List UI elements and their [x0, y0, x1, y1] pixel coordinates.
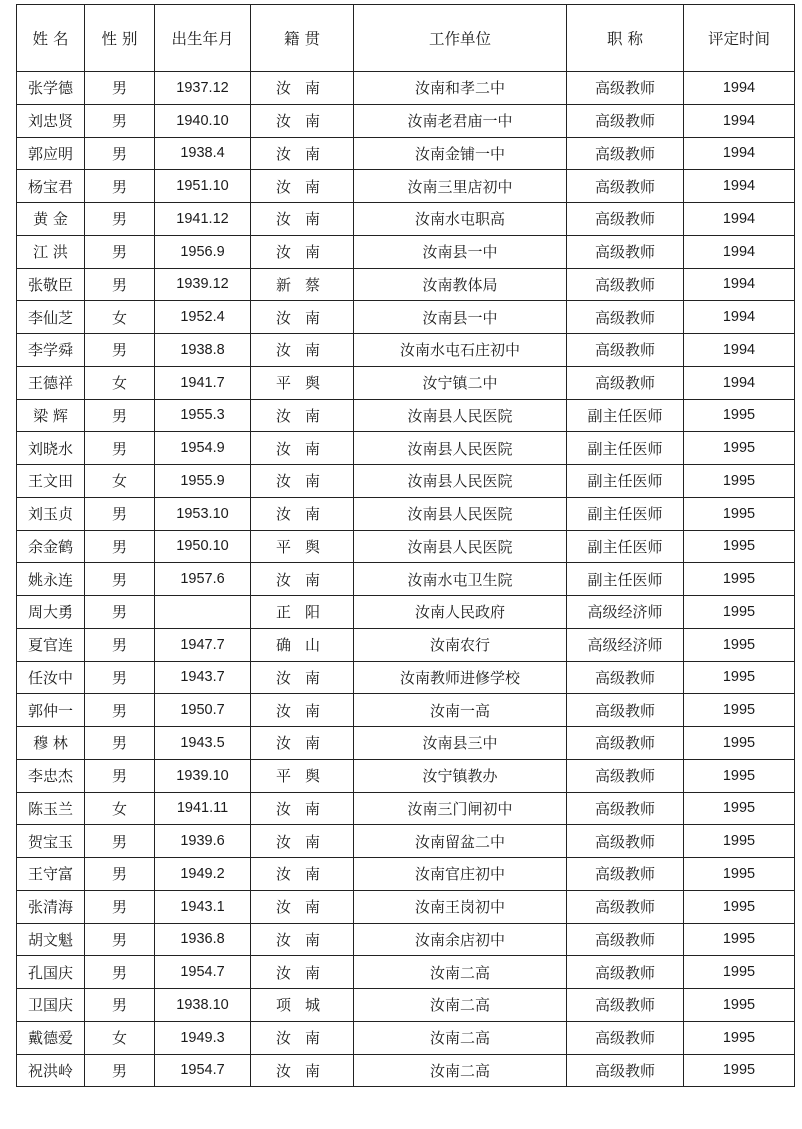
table-row	[17, 1021, 795, 1054]
cell-unit: 汝南教体局	[354, 268, 567, 301]
header-date: 评定时间	[684, 5, 795, 72]
cell-birth: 1941.7	[155, 366, 251, 399]
cell-origin: 汝南	[251, 956, 354, 989]
table-body	[17, 72, 795, 1087]
cell-origin: 汝南	[251, 465, 354, 498]
cell-birth: 1954.7	[155, 1054, 251, 1087]
cell-date: 1994	[684, 235, 795, 268]
cell-title: 高级教师	[567, 792, 684, 825]
cell-date: 1995	[684, 792, 795, 825]
cell-origin: 新蔡	[251, 268, 354, 301]
cell-name: 张敬臣	[17, 268, 85, 301]
cell-name: 张清海	[17, 890, 85, 923]
cell-date: 1995	[684, 923, 795, 956]
cell-name: 李仙芝	[17, 301, 85, 334]
table-row	[17, 137, 795, 170]
cell-birth: 1947.7	[155, 628, 251, 661]
cell-title: 高级教师	[567, 858, 684, 891]
cell-name: 陈玉兰	[17, 792, 85, 825]
cell-title: 高级教师	[567, 301, 684, 334]
cell-origin: 汝南	[251, 661, 354, 694]
cell-date: 1994	[684, 104, 795, 137]
cell-gender: 男	[85, 694, 155, 727]
table-row	[17, 268, 795, 301]
cell-unit: 汝南金铺一中	[354, 137, 567, 170]
cell-origin: 汝南	[251, 235, 354, 268]
cell-birth: 1943.7	[155, 661, 251, 694]
header-birth: 出生年月	[155, 5, 251, 72]
cell-gender: 女	[85, 301, 155, 334]
cell-unit: 汝南一高	[354, 694, 567, 727]
cell-birth: 1956.9	[155, 235, 251, 268]
cell-title: 副主任医师	[567, 497, 684, 530]
cell-name: 刘玉贞	[17, 497, 85, 530]
table-row	[17, 366, 795, 399]
cell-date: 1995	[684, 563, 795, 596]
cell-birth: 1943.1	[155, 890, 251, 923]
table-row	[17, 694, 795, 727]
cell-name: 王守富	[17, 858, 85, 891]
cell-date: 1994	[684, 203, 795, 236]
cell-date: 1994	[684, 301, 795, 334]
cell-date: 1994	[684, 72, 795, 105]
cell-gender: 男	[85, 1054, 155, 1087]
table-row	[17, 825, 795, 858]
cell-title: 高级教师	[567, 104, 684, 137]
cell-title: 副主任医师	[567, 563, 684, 596]
staff-title-table	[16, 4, 795, 1087]
table-row	[17, 858, 795, 891]
cell-origin: 确山	[251, 628, 354, 661]
cell-unit: 汝南留盆二中	[354, 825, 567, 858]
cell-title: 高级教师	[567, 661, 684, 694]
cell-unit: 汝南县一中	[354, 301, 567, 334]
cell-unit: 汝南县人民医院	[354, 399, 567, 432]
cell-date: 1995	[684, 727, 795, 760]
header-name: 姓 名	[17, 5, 85, 72]
cell-name: 杨宝君	[17, 170, 85, 203]
table-row	[17, 170, 795, 203]
cell-title: 高级教师	[567, 989, 684, 1022]
cell-title: 高级教师	[567, 72, 684, 105]
cell-origin: 汝南	[251, 1021, 354, 1054]
cell-unit: 汝南水屯职高	[354, 203, 567, 236]
cell-origin: 汝南	[251, 1054, 354, 1087]
cell-date: 1995	[684, 497, 795, 530]
table-row	[17, 890, 795, 923]
cell-title: 高级教师	[567, 890, 684, 923]
header-unit: 工作单位	[354, 5, 567, 72]
cell-gender: 男	[85, 923, 155, 956]
cell-birth: 1941.11	[155, 792, 251, 825]
cell-title: 高级教师	[567, 1021, 684, 1054]
cell-name: 周大勇	[17, 596, 85, 629]
table-row	[17, 792, 795, 825]
cell-title: 高级教师	[567, 1054, 684, 1087]
cell-name: 王德祥	[17, 366, 85, 399]
cell-unit: 汝南农行	[354, 628, 567, 661]
table-row	[17, 104, 795, 137]
cell-name: 贺宝玉	[17, 825, 85, 858]
cell-origin: 汝南	[251, 104, 354, 137]
cell-unit: 汝南水屯卫生院	[354, 563, 567, 596]
table-row	[17, 334, 795, 367]
cell-origin: 汝南	[251, 170, 354, 203]
cell-unit: 汝南县人民医院	[354, 530, 567, 563]
cell-date: 1994	[684, 170, 795, 203]
cell-birth: 1949.3	[155, 1021, 251, 1054]
cell-name: 胡文魁	[17, 923, 85, 956]
cell-gender: 女	[85, 366, 155, 399]
cell-gender: 男	[85, 432, 155, 465]
cell-birth: 1939.6	[155, 825, 251, 858]
cell-unit: 汝南县人民医院	[354, 432, 567, 465]
cell-gender: 男	[85, 170, 155, 203]
cell-birth: 1950.7	[155, 694, 251, 727]
cell-unit: 汝南水屯石庄初中	[354, 334, 567, 367]
cell-title: 高级教师	[567, 268, 684, 301]
cell-date: 1995	[684, 596, 795, 629]
cell-gender: 男	[85, 596, 155, 629]
cell-birth: 1941.12	[155, 203, 251, 236]
cell-unit: 汝南二高	[354, 1054, 567, 1087]
cell-title: 高级教师	[567, 727, 684, 760]
cell-birth: 1950.10	[155, 530, 251, 563]
cell-origin: 汝南	[251, 301, 354, 334]
cell-gender: 男	[85, 727, 155, 760]
cell-title: 高级教师	[567, 825, 684, 858]
cell-gender: 女	[85, 792, 155, 825]
table-row	[17, 497, 795, 530]
cell-title: 高级经济师	[567, 596, 684, 629]
cell-date: 1995	[684, 825, 795, 858]
cell-gender: 男	[85, 956, 155, 989]
cell-unit: 汝南官庄初中	[354, 858, 567, 891]
cell-unit: 汝南王岗初中	[354, 890, 567, 923]
cell-date: 1995	[684, 694, 795, 727]
cell-unit: 汝南县三中	[354, 727, 567, 760]
cell-unit: 汝宁镇教办	[354, 759, 567, 792]
cell-title: 高级教师	[567, 694, 684, 727]
cell-unit: 汝南和孝二中	[354, 72, 567, 105]
cell-birth: 1938.10	[155, 989, 251, 1022]
cell-gender: 男	[85, 72, 155, 105]
cell-name: 姚永连	[17, 563, 85, 596]
cell-birth: 1937.12	[155, 72, 251, 105]
cell-unit: 汝南县一中	[354, 235, 567, 268]
cell-birth: 1936.8	[155, 923, 251, 956]
cell-birth: 1938.8	[155, 334, 251, 367]
cell-name: 孔国庆	[17, 956, 85, 989]
cell-origin: 汝南	[251, 792, 354, 825]
cell-birth: 1939.12	[155, 268, 251, 301]
cell-gender: 男	[85, 661, 155, 694]
cell-date: 1995	[684, 759, 795, 792]
cell-name: 王文田	[17, 465, 85, 498]
table-row	[17, 465, 795, 498]
cell-unit: 汝南人民政府	[354, 596, 567, 629]
cell-name: 刘忠贤	[17, 104, 85, 137]
cell-origin: 平舆	[251, 530, 354, 563]
cell-birth: 1938.4	[155, 137, 251, 170]
cell-origin: 汝南	[251, 72, 354, 105]
cell-origin: 平舆	[251, 366, 354, 399]
cell-date: 1995	[684, 1021, 795, 1054]
cell-birth: 1949.2	[155, 858, 251, 891]
cell-unit: 汝南余店初中	[354, 923, 567, 956]
cell-title: 高级教师	[567, 137, 684, 170]
cell-unit: 汝南教师进修学校	[354, 661, 567, 694]
cell-name: 郭仲一	[17, 694, 85, 727]
cell-origin: 汝南	[251, 399, 354, 432]
cell-date: 1995	[684, 956, 795, 989]
cell-gender: 男	[85, 563, 155, 596]
cell-birth: 1954.7	[155, 956, 251, 989]
cell-origin: 项城	[251, 989, 354, 1022]
cell-gender: 女	[85, 465, 155, 498]
cell-birth: 1940.10	[155, 104, 251, 137]
cell-gender: 男	[85, 989, 155, 1022]
cell-title: 高级教师	[567, 956, 684, 989]
cell-date: 1995	[684, 661, 795, 694]
cell-gender: 男	[85, 890, 155, 923]
cell-title: 高级教师	[567, 235, 684, 268]
cell-birth: 1954.9	[155, 432, 251, 465]
cell-name: 任汝中	[17, 661, 85, 694]
cell-name: 李学舜	[17, 334, 85, 367]
cell-unit: 汝南二高	[354, 1021, 567, 1054]
cell-name: 祝洪岭	[17, 1054, 85, 1087]
cell-gender: 男	[85, 497, 155, 530]
cell-gender: 男	[85, 203, 155, 236]
table-row	[17, 563, 795, 596]
cell-origin: 汝南	[251, 137, 354, 170]
table-row	[17, 596, 795, 629]
cell-date: 1994	[684, 137, 795, 170]
cell-origin: 正阳	[251, 596, 354, 629]
cell-date: 1995	[684, 465, 795, 498]
cell-gender: 男	[85, 104, 155, 137]
table-row	[17, 628, 795, 661]
cell-name: 郭应明	[17, 137, 85, 170]
cell-unit: 汝南三里店初中	[354, 170, 567, 203]
table-row	[17, 432, 795, 465]
cell-unit: 汝南三门闸初中	[354, 792, 567, 825]
cell-origin: 汝南	[251, 203, 354, 236]
cell-title: 高级经济师	[567, 628, 684, 661]
table-row	[17, 399, 795, 432]
cell-date: 1995	[684, 989, 795, 1022]
cell-origin: 汝南	[251, 727, 354, 760]
cell-birth: 1939.10	[155, 759, 251, 792]
table-row	[17, 235, 795, 268]
cell-title: 高级教师	[567, 334, 684, 367]
cell-unit: 汝南老君庙一中	[354, 104, 567, 137]
header-gender: 性 别	[85, 5, 155, 72]
cell-date: 1995	[684, 399, 795, 432]
cell-title: 高级教师	[567, 923, 684, 956]
table-row	[17, 989, 795, 1022]
cell-gender: 男	[85, 759, 155, 792]
cell-gender: 男	[85, 268, 155, 301]
cell-origin: 汝南	[251, 923, 354, 956]
cell-origin: 汝南	[251, 432, 354, 465]
cell-date: 1995	[684, 890, 795, 923]
cell-birth	[155, 596, 251, 629]
cell-origin: 汝南	[251, 563, 354, 596]
cell-name: 卫国庆	[17, 989, 85, 1022]
table-row	[17, 923, 795, 956]
cell-date: 1994	[684, 268, 795, 301]
cell-date: 1994	[684, 366, 795, 399]
cell-name: 梁 辉	[17, 399, 85, 432]
cell-gender: 男	[85, 530, 155, 563]
cell-title: 高级教师	[567, 170, 684, 203]
cell-title: 高级教师	[567, 366, 684, 399]
cell-name: 黄 金	[17, 203, 85, 236]
cell-unit: 汝南县人民医院	[354, 497, 567, 530]
cell-date: 1994	[684, 334, 795, 367]
cell-origin: 汝南	[251, 890, 354, 923]
cell-birth: 1943.5	[155, 727, 251, 760]
header-row	[17, 5, 795, 72]
cell-name: 江 洪	[17, 235, 85, 268]
cell-unit: 汝南二高	[354, 956, 567, 989]
cell-origin: 汝南	[251, 858, 354, 891]
cell-birth: 1951.10	[155, 170, 251, 203]
cell-name: 李忠杰	[17, 759, 85, 792]
table-row	[17, 661, 795, 694]
cell-gender: 男	[85, 825, 155, 858]
cell-name: 张学德	[17, 72, 85, 105]
cell-gender: 男	[85, 858, 155, 891]
cell-birth: 1955.9	[155, 465, 251, 498]
cell-gender: 男	[85, 137, 155, 170]
table-row	[17, 956, 795, 989]
cell-title: 副主任医师	[567, 530, 684, 563]
cell-birth: 1957.6	[155, 563, 251, 596]
cell-date: 1995	[684, 1054, 795, 1087]
cell-origin: 汝南	[251, 694, 354, 727]
cell-title: 副主任医师	[567, 432, 684, 465]
table-row	[17, 1054, 795, 1087]
cell-title: 副主任医师	[567, 399, 684, 432]
cell-birth: 1952.4	[155, 301, 251, 334]
table-row	[17, 203, 795, 236]
cell-date: 1995	[684, 628, 795, 661]
table-row	[17, 72, 795, 105]
cell-gender: 男	[85, 399, 155, 432]
cell-name: 戴德爱	[17, 1021, 85, 1054]
cell-date: 1995	[684, 530, 795, 563]
cell-origin: 汝南	[251, 334, 354, 367]
cell-name: 夏官连	[17, 628, 85, 661]
table-row	[17, 530, 795, 563]
cell-name: 刘晓水	[17, 432, 85, 465]
cell-unit: 汝宁镇二中	[354, 366, 567, 399]
cell-origin: 汝南	[251, 497, 354, 530]
cell-date: 1995	[684, 432, 795, 465]
cell-unit: 汝南二高	[354, 989, 567, 1022]
cell-date: 1995	[684, 858, 795, 891]
cell-name: 穆 林	[17, 727, 85, 760]
cell-title: 高级教师	[567, 203, 684, 236]
cell-origin: 汝南	[251, 825, 354, 858]
table-row	[17, 727, 795, 760]
cell-unit: 汝南县人民医院	[354, 465, 567, 498]
cell-gender: 男	[85, 235, 155, 268]
table-row	[17, 301, 795, 334]
cell-birth: 1953.10	[155, 497, 251, 530]
header-origin: 籍 贯	[251, 5, 354, 72]
cell-gender: 男	[85, 334, 155, 367]
cell-gender: 男	[85, 628, 155, 661]
cell-name: 余金鹤	[17, 530, 85, 563]
cell-gender: 女	[85, 1021, 155, 1054]
header-title: 职 称	[567, 5, 684, 72]
table-row	[17, 759, 795, 792]
cell-origin: 平舆	[251, 759, 354, 792]
cell-birth: 1955.3	[155, 399, 251, 432]
cell-title: 副主任医师	[567, 465, 684, 498]
cell-title: 高级教师	[567, 759, 684, 792]
